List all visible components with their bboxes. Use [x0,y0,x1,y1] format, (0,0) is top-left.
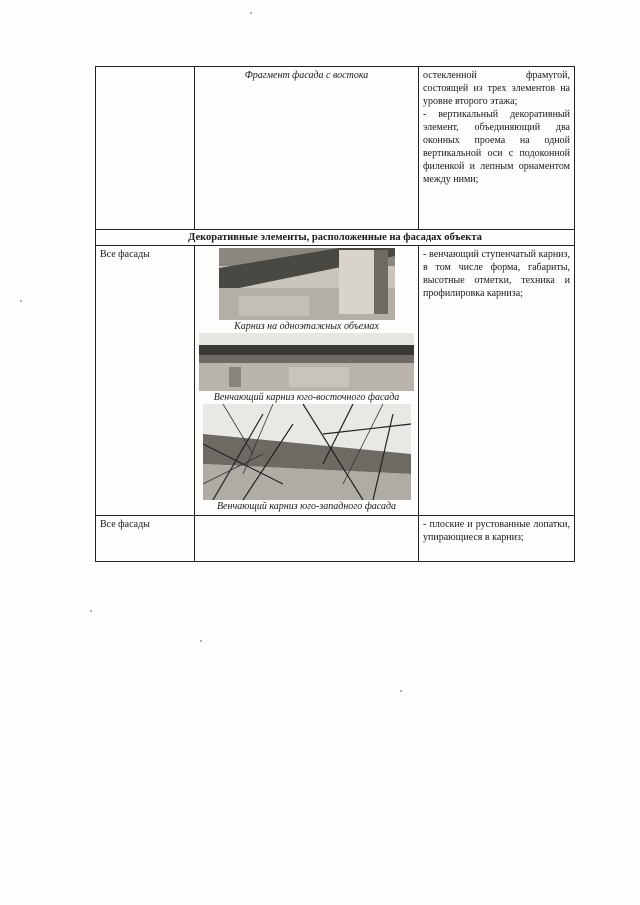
location-cell: Все фасады [96,246,195,516]
facade-elements-table [95,66,575,562]
table-row [96,246,575,516]
photo-caption: Венчающий карниз юго-западного фасада [216,501,397,512]
description-cell [419,516,575,562]
description-line: - плоские и рустованные лопатки, упирающиеся в карниз; [423,519,570,543]
description-cell [419,67,575,230]
cornice-photo-2 [199,333,414,391]
image-cell [195,246,419,516]
photo-caption: Карниз на одноэтажных объемах [234,321,379,332]
location-cell [96,67,195,230]
scan-speck [400,690,402,692]
scan-speck [250,12,252,14]
image-cell [195,516,419,562]
scan-speck [20,300,22,302]
image-cell [195,67,419,230]
cornice-photo-1 [219,248,395,320]
section-header-row [96,230,575,246]
table-row [96,516,575,562]
photo-caption-east-facade: Фрагмент фасада с востока [244,70,369,81]
description-line: остекленной фрамугой, состоящей из трех элементов на уровне второго этажа; [423,70,570,107]
description-cell [419,246,575,516]
table-row [96,67,575,230]
photo-caption: Венчающий карниз юго-восточного фасада [213,392,400,403]
scan-speck [200,640,202,642]
scan-speck [90,610,92,612]
cornice-photo-3 [203,404,411,500]
description-line: - вертикальный декоративный элемент, объединяющий два оконных проема на одной вертикальной оси с подоконной филенкой и лепным орнаментом между ними; [423,109,570,185]
location-cell: Все фасады [96,516,195,562]
section-header: Декоративные элементы, расположенные на фасадах объекта [96,230,575,246]
description-line: - венчающий ступенчатый карниз, в том числе форма, габариты, высотные отметки, техника и профилировка карниза; [423,249,570,299]
